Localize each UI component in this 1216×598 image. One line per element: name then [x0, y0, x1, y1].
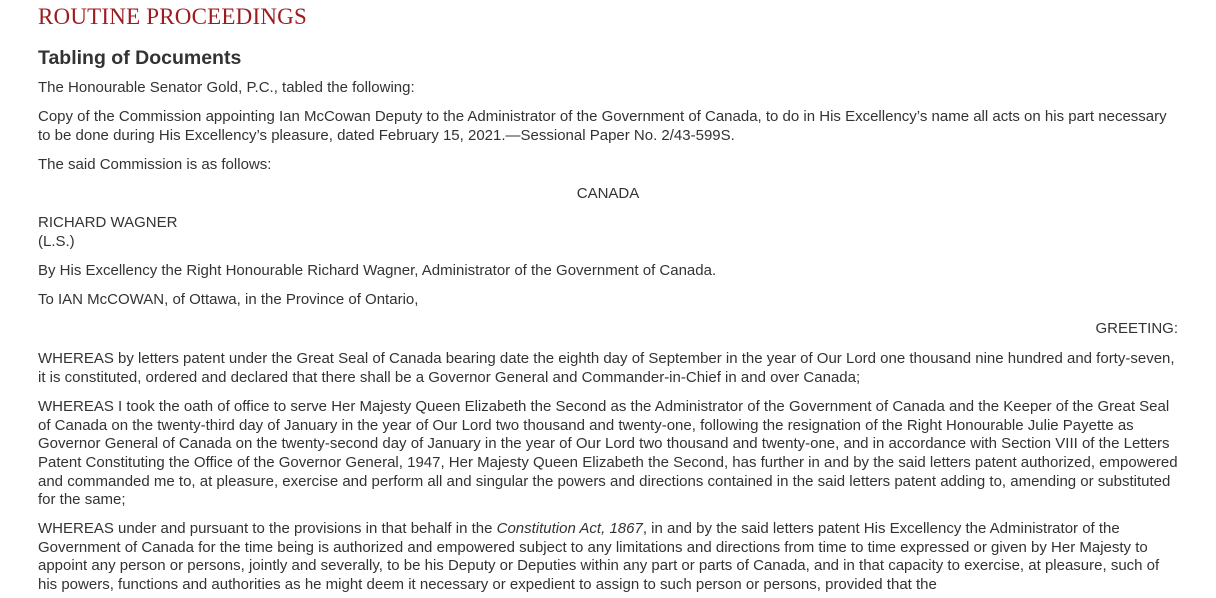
paragraph-commission-copy: Copy of the Commission appointing Ian McCowan Deputy to the Administrator of the Government of Canada, to do in His Excellency’s name all acts on his part necessary to be done during His Excellency’s pleasure, dated February 15, 2021.—Sessional Paper No. 2/43-599S. — [38, 108, 1167, 144]
act-title: Constitution Act, 1867 — [496, 520, 643, 538]
whereas-3-before: WHEREAS under and pursuant to the provisions in that behalf in the — [38, 520, 497, 538]
paragraph-whereas-3 — [38, 520, 1178, 594]
signatory-name: RICHARD WAGNER — [38, 213, 178, 231]
signatory-seal: (L.S.) — [38, 232, 75, 250]
signatory-block — [38, 214, 1178, 251]
paragraph-addressee: To IAN McCOWAN, of Ottawa, in the Province of Ontario, — [38, 290, 419, 308]
whereas-3-after: , in and by the said letters patent His Excellency the Administrator of the Government of Canada for the time being is authorized and empowered subject to any limitations and directions from time to time expressed or given by Her Majesty to appoint any person or persons, jointly and severally, to be his Deputy or Deputies within any part or parts of Canada, and in that capacity to exercise, at pleasure, such of his powers, functions and authorities as he might deem it necessary or expedient to assign to such person or persons, provided that the — [38, 520, 1160, 593]
paragraph-by-line: By His Excellency the Right Honourable Richard Wagner, Administrator of the Government of Canada. — [38, 261, 717, 279]
subsection-title: Tabling of Documents — [38, 47, 242, 69]
greeting-line: GREETING: — [1095, 319, 1178, 337]
paragraph-whereas-1: WHEREAS by letters patent under the Great Seal of Canada bearing date the eighth day of September in the year of Our Lord one thousand nine hundred and forty-seven, it is constituted, ordered and declared that there shall be a Governor General and Commander-in-Chief in and over Canada; — [38, 350, 1175, 387]
paragraph-whereas-2: WHEREAS I took the oath of office to serve Her Majesty Queen Elizabeth the Second as the Administrator of the Government of Canada and the Keeper of the Great Seal of Canada on the twenty-third day of January in the year of Our Lord two thousand and twenty-one, following the resignation of the Right Honourable Julie Payette as Governor General of Canada on the twenty-second day of January in the year of Our Lord two thousand and twenty-one, and in accordance with Section VIII of the Letters Patent Constituting the Office of the Governor General, 1947, Her Majesty Queen Elizabeth the Second, has further in and by the said letters patent authorized, empowered and commanded me to, at pleasure, exercise and perform all and singular the powers and directions contained in the said letters patent adding to, amending or substituted for the same; — [38, 398, 1178, 509]
paragraph-intro: The Honourable Senator Gold, P.C., tabled the following: — [38, 79, 415, 96]
country-heading: CANADA — [576, 184, 640, 202]
proceedings-document — [0, 2, 1216, 595]
section-title: ROUTINE PROCEEDINGS — [38, 4, 307, 29]
paragraph-commission-intro: The said Commission is as follows: — [38, 155, 272, 173]
